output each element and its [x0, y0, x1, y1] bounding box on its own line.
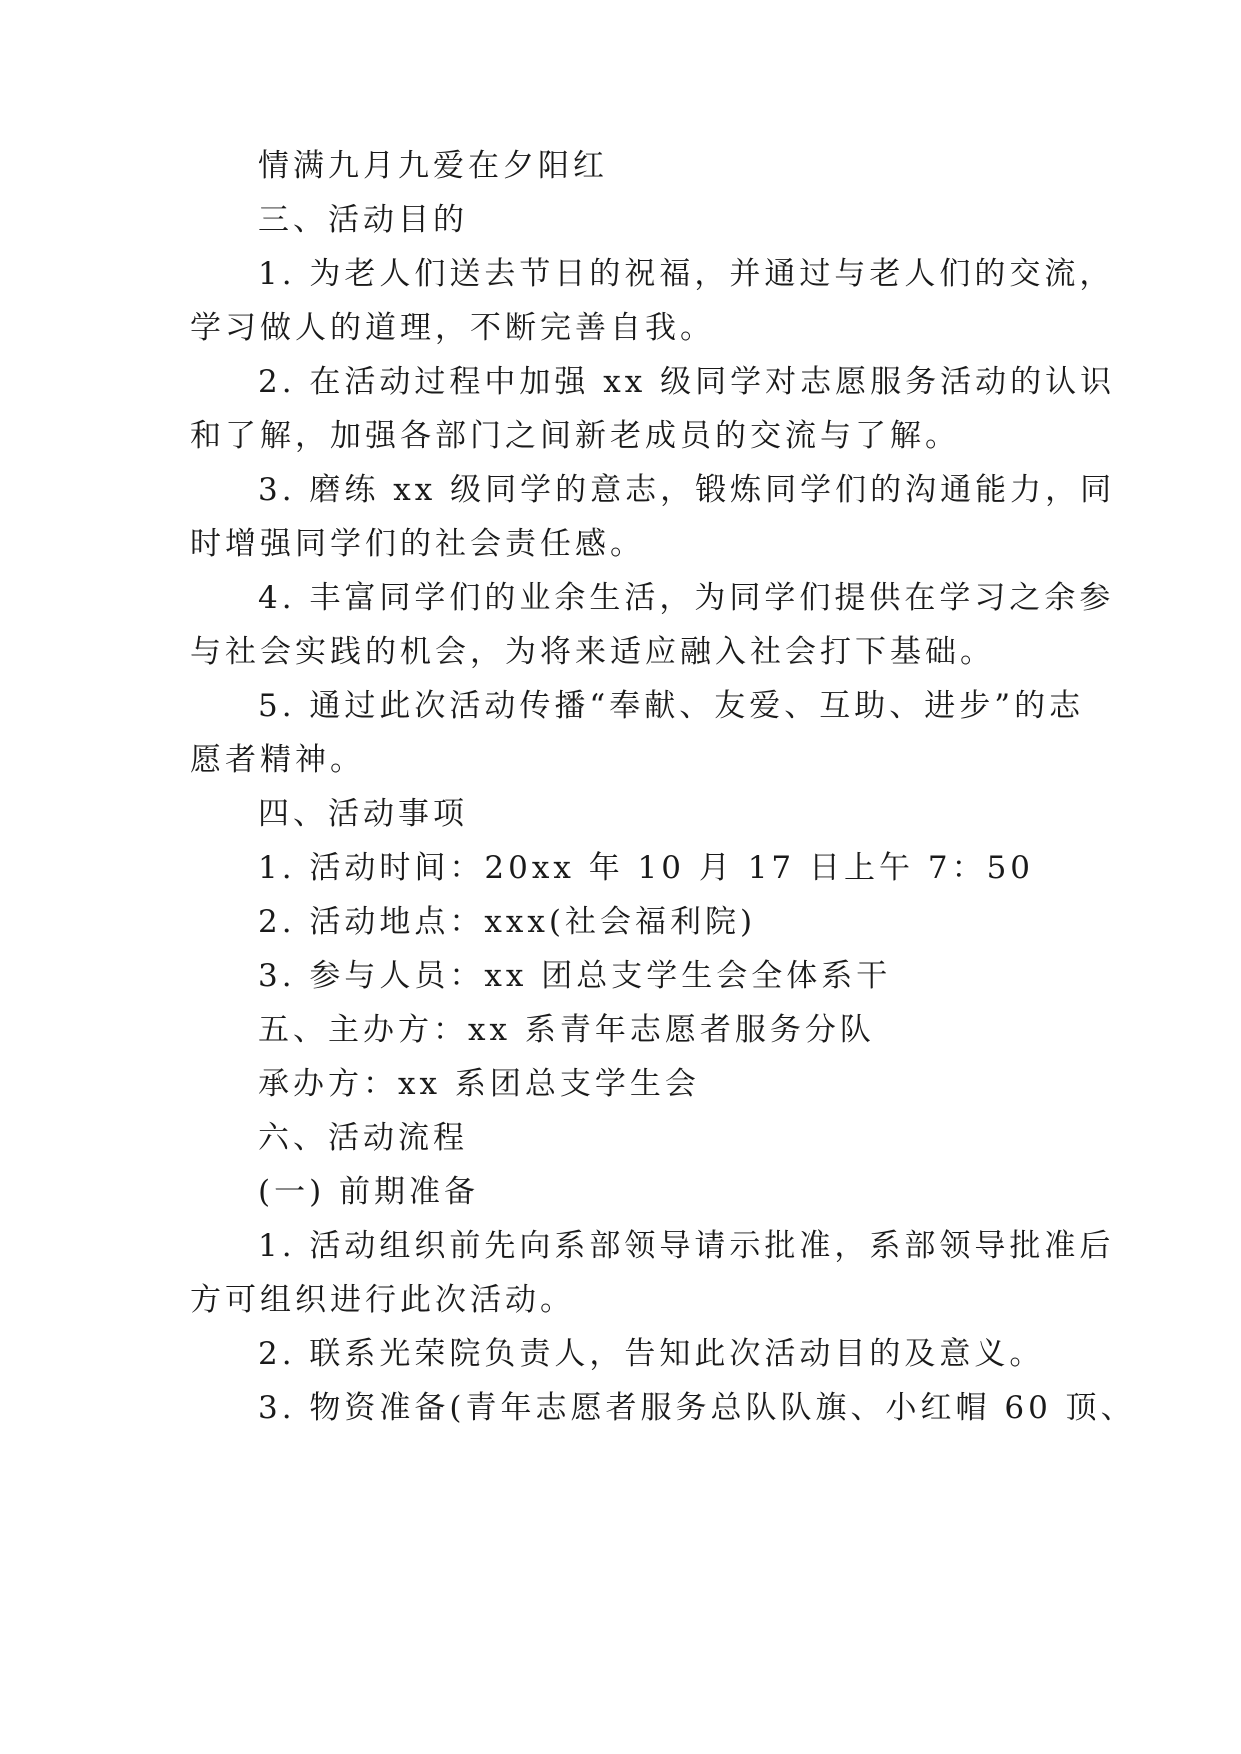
purpose-item-5: 5. 通过此次活动传播“奉献、友爱、互助、进步”的志 [258, 688, 1085, 724]
section-heading-purpose: 三、活动目的 [258, 202, 468, 238]
prep-item-1: 1. 活动组织前先向系部领导请示批准，系部领导批准后 [258, 1228, 1115, 1264]
organizer-line: 承办方：xx 系团总支学生会 [258, 1066, 700, 1102]
prep-item-1-cont: 方可组织进行此次活动。 [190, 1282, 575, 1318]
purpose-item-1: 1. 为老人们送去节日的祝福，并通过与老人们的交流， [258, 256, 1115, 292]
event-slogan: 情满九月九爱在夕阳红 [258, 148, 608, 184]
prep-item-3: 3. 物资准备(青年志愿者服务总队队旗、小红帽 60 顶、 [258, 1390, 1136, 1426]
purpose-item-3-cont: 时增强同学们的社会责任感。 [190, 526, 645, 562]
section-heading-matters: 四、活动事项 [258, 796, 468, 832]
purpose-item-4: 4. 丰富同学们的业余生活，为同学们提供在学习之余参 [258, 580, 1115, 616]
purpose-item-3: 3. 磨练 xx 级同学的意志，锻炼同学们的沟通能力，同 [258, 472, 1116, 508]
purpose-item-1-cont: 学习做人的道理，不断完善自我。 [190, 310, 715, 346]
purpose-item-2: 2. 在活动过程中加强 xx 级同学对志愿服务活动的认识 [258, 364, 1116, 400]
matters-location: 2. 活动地点：xxx(社会福利院) [258, 904, 757, 940]
matters-time: 1. 活动时间：20xx 年 10 月 17 日上午 7：50 [258, 850, 1035, 886]
section-heading-process: 六、活动流程 [258, 1120, 468, 1156]
purpose-item-2-cont: 和了解，加强各部门之间新老成员的交流与了解。 [190, 418, 960, 454]
section-heading-host: 五、主办方：xx 系青年志愿者服务分队 [258, 1012, 875, 1048]
prep-item-2: 2. 联系光荣院负责人，告知此次活动目的及意义。 [258, 1336, 1045, 1372]
subsection-preparation: (一) 前期准备 [258, 1174, 480, 1210]
purpose-item-4-cont: 与社会实践的机会，为将来适应融入社会打下基础。 [190, 634, 995, 670]
purpose-item-5-cont: 愿者精神。 [190, 742, 365, 778]
matters-participants: 3. 参与人员：xx 团总支学生会全体系干 [258, 958, 892, 994]
